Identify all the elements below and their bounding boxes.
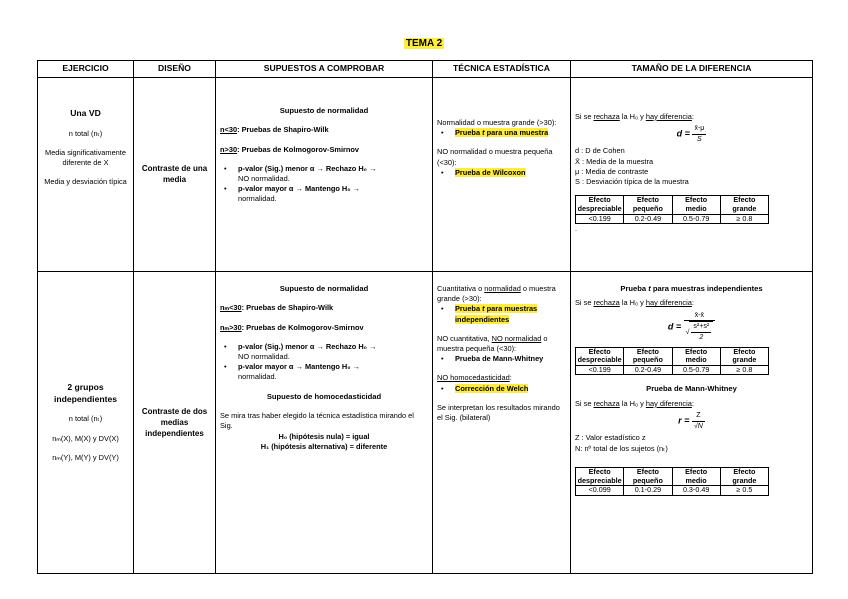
definition-line: d : D de Cohen — [575, 146, 625, 156]
cohen-d-formula-2: d = x̄-x̄ √ $\frac{\text{s²+s²}}{2}$ — [575, 311, 808, 343]
ejercicio-line: Media significativamente diferente de X — [45, 147, 126, 168]
header-tamano: TAMAÑO DE LA DIFERENCIA — [571, 61, 813, 78]
h1-line: H₁ (hipótesis alternativa) = diferente — [260, 441, 388, 451]
list-item: • Prueba de Wilcoxon — [437, 168, 566, 178]
ejercicio-line: Media y desviación típica — [44, 177, 127, 187]
header-tecnica: TÉCNICA ESTADÍSTICA — [433, 61, 571, 78]
cell-supuestos-2: Supuesto de normalidad nₘ<30: Pruebas de Shapiro-Wilk nₘ>30: Pruebas de Kolmogorov-Smirnov • p-valor (Sig.) menor α → Rechazo H₀ → NO normalidad. • p-valor mayor α → Mantengo H₀ → normalidad. Supuesto de homocedasticidad Se mira tras haber elegido la técnica estadística mirando el Sig. H₀ (hipótesis nula) = igual H₁ (hipótesis alternativa) = diferente — [216, 271, 433, 573]
ejercicio-line: nₘ(Y), M(Y) y DV(Y) — [52, 452, 119, 462]
header-ejercicio: EJERCICIO — [38, 61, 134, 78]
cohen-d-formula: d = $\frac{x̄-\mu}{S}$ — [676, 125, 705, 143]
tecnica-text: Normalidad o muestra grande (>30): — [437, 117, 557, 127]
header-row — [38, 61, 813, 78]
n-large-label: n>30 — [220, 144, 238, 154]
table-row-dos-medias — [38, 271, 813, 573]
ejercicio-line: n total (nₜ) — [68, 414, 103, 424]
section-title: Prueba de Mann-Whitney — [646, 384, 737, 394]
section-title: Supuesto de normalidad — [279, 105, 369, 115]
definition-line: Z : Valor estadístico z — [575, 433, 646, 443]
list-item: • Corrección de Welch — [437, 384, 566, 394]
list-item: • Prueba t para muestras independientes — [437, 304, 566, 324]
cell-ejercicio-2 — [38, 271, 134, 573]
ejercicio-line: n total (nₜ) — [68, 128, 103, 138]
list-item: • p-valor (Sig.) menor α → Rechazo H₀ → NO normalidad. — [220, 342, 428, 362]
list-item: • Prueba t para una muestra — [437, 128, 566, 138]
list-item: • p-valor mayor α → Mantengo H₀ → normalidad. — [220, 362, 428, 382]
section-title: Supuesto de homocedasticidad — [266, 391, 382, 401]
definition-line: X̄ : Media de la muestra — [575, 156, 654, 166]
definition-line: N: nº total de los sujetos (nₜ) — [575, 443, 668, 453]
effect-size-table: Efecto despreciable Efecto pequeño Efecto medio Efecto grande <0.199 0.2-0.49 0.5-0.79 ≥ 0.8 — [575, 195, 769, 224]
page-title: TEMA 2 — [405, 38, 443, 49]
cell-diseno-2: Contraste de dos medias independientes — [134, 271, 216, 573]
table-row-una-media — [38, 77, 813, 271]
tecnica-text: NO normalidad o muestra pequeña (<30): — [437, 147, 553, 167]
ejercicio-line: nₘ(X), M(X) y DV(X) — [52, 433, 119, 443]
cell-ejercicio-1 — [38, 77, 134, 271]
cell-tamano-1: Si se rechaza la H₀ y hay diferencia: d = $\frac{x̄-\mu}{S}$ d : D de Cohen X̄ : Media de la muestra μ : Media de contraste S : Desviación típica de la muestra Efecto despreciable Efecto pequeño Efecto medio Efecto grande <0.199 0.2-0.49 0.5-0.79 ≥ 0.8 . — [571, 77, 813, 271]
list-item: • p-valor (Sig.) menor α → Rechazo H₀ → NO normalidad. — [220, 164, 428, 184]
supuestos-text: Se mira tras haber elegido la técnica estadística mirando el Sig. — [220, 411, 414, 431]
shapiro-text: : Pruebas de Shapiro-Wilk — [237, 125, 329, 135]
header-supuestos: SUPUESTOS A COMPROBAR — [216, 61, 433, 78]
cell-tamano-2: Prueba t para muestras independientes Si se rechaza la H₀ y hay diferencia: d = x̄-x̄ √ $\frac{\text{s²+s²}}{2}$ Efecto despreciable Efecto pequeño Efecto medio Efecto grande <0.199 0.2-0.49 0.5-0.79 ≥ 0.8 Prueba de Mann-Whitney Si se rechaza la H₀ y hay diferencia: r = $\frac{Z}{√N}$ Z : Valor estadístico z N: nº total de los sujetos (nₜ) Efecto despreciable Efecto pequeño Efecto medio Efecto grande <0.099 0.1-0.29 0.3-0.49 ≥ 0.5 — [571, 271, 813, 573]
cell-diseno-1: Contraste de una media — [134, 77, 216, 271]
effect-size-table-mw: Efecto despreciable Efecto pequeño Efecto medio Efecto grande <0.099 0.1-0.29 0.3-0.49 ≥ 0.5 — [575, 467, 769, 496]
list-item: • Prueba de Mann-Whitney — [437, 354, 566, 364]
ejercicio-title: 2 grupos independientes — [53, 381, 118, 404]
r-formula: r = $\frac{Z}{√N}$ — [678, 412, 703, 430]
section-title: Supuesto de normalidad — [279, 283, 369, 293]
header-diseno: DISEÑO — [134, 61, 216, 78]
kolmogorov-text: : Pruebas de Kolmogorov-Smirnov — [237, 144, 360, 154]
h0-line: H₀ (hipótesis nula) = igual — [278, 431, 370, 441]
ejercicio-title: Una VD — [70, 107, 101, 118]
tecnica-text: Se interpretan los resultados mirando el Sig. (bilateral) — [437, 402, 560, 423]
cell-tecnica-1 — [433, 77, 571, 271]
cell-supuestos-1 — [216, 77, 433, 271]
summary-table — [37, 60, 813, 574]
effect-size-table-t: Efecto despreciable Efecto pequeño Efecto medio Efecto grande <0.199 0.2-0.49 0.5-0.79 ≥ 0.8 — [575, 347, 769, 376]
trailing-dot: . — [575, 224, 578, 234]
definition-line: μ : Media de contraste — [575, 166, 649, 176]
definition-line: S : Desviación típica de la muestra — [575, 177, 689, 187]
list-item: • p-valor mayor α → Mantengo H₀ → normalidad. — [220, 184, 428, 204]
cell-tecnica-2: Cuantitativa o normalidad o muestra grande (>30): • Prueba t para muestras independientes NO cuantitativa, NO normalidad o muestra pequeña (<30): • Prueba de Mann-Whitney NO homocedasticidad: • Corrección de Welch Se interpretan los resultados mirando el Sig. (bilateral) — [433, 271, 571, 573]
n-small-label: n<30 — [220, 125, 238, 135]
